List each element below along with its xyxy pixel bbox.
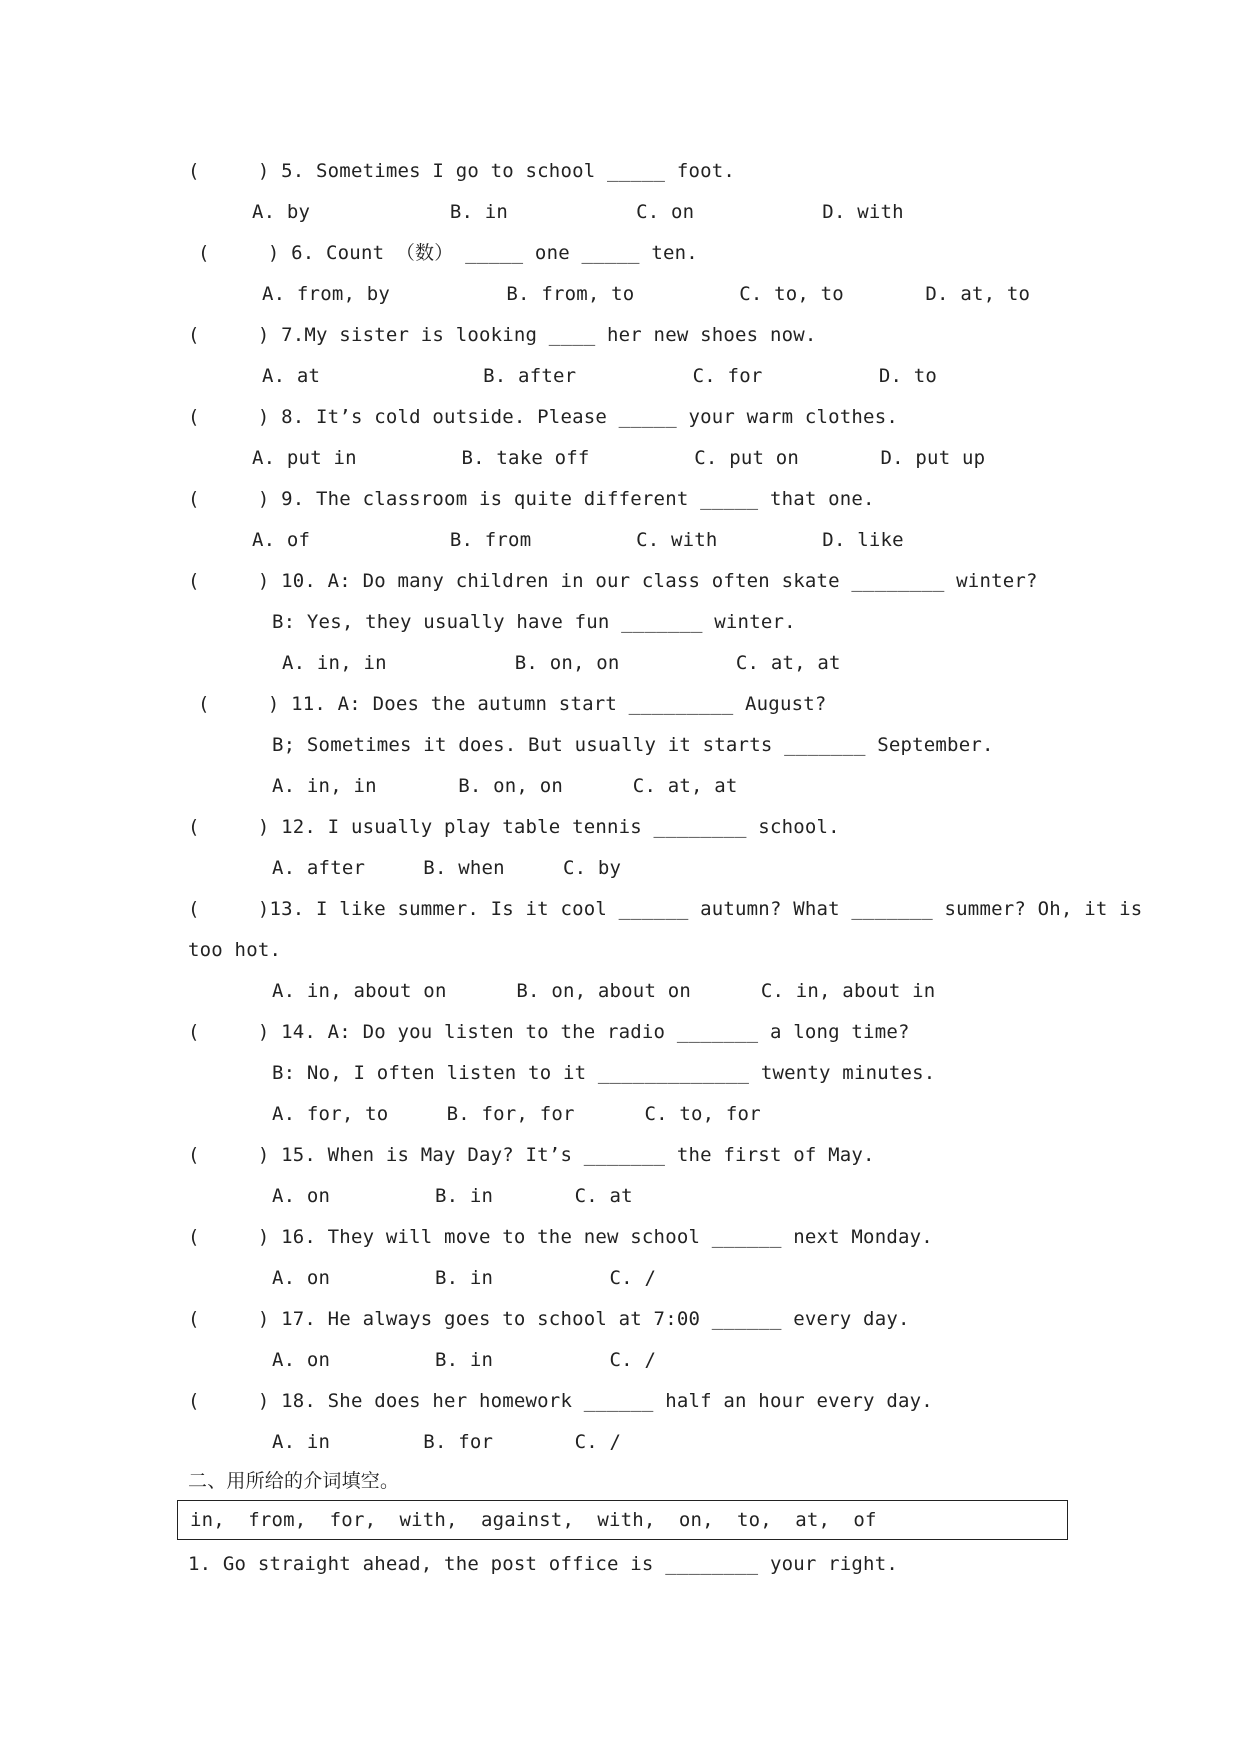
question-12-options: A. after B. when C. by xyxy=(272,857,622,879)
question-17-options: A. on B. in C. / xyxy=(272,1349,657,1371)
question-5-options: A. by B. in C. on D. with xyxy=(252,201,904,223)
question-9-options: A. of B. from C. with D. like xyxy=(252,529,904,551)
question-8-options: A. put in B. take off C. put on D. put up xyxy=(252,447,986,469)
question-14-reply: B: No, I often listen to it _____________ twenty minutes. xyxy=(272,1062,936,1084)
question-11-reply: B; Sometimes it does. But usually it starts _______ September. xyxy=(272,734,994,756)
question-14-options: A. for, to B. for, for C. to, for xyxy=(272,1103,761,1125)
question-13-stem: ( )13. I like summer. Is it cool ______ autumn? What _______ summer? Oh, it is xyxy=(188,898,1143,920)
question-11-stem: ( ) 11. A: Does the autumn start _________ August? xyxy=(198,693,827,715)
question-12-stem: ( ) 12. I usually play table tennis ________ school. xyxy=(188,816,840,838)
question-13-continuation: too hot. xyxy=(188,939,282,961)
question-6-stem: ( ) 6. Count （数） _____ one _____ ten. xyxy=(198,242,698,264)
section-2-heading: 二、用所给的介词填空。 xyxy=(188,1470,400,1492)
word-bank-text: in, from, for, with, against, with, on, to, at, of xyxy=(190,1509,877,1531)
question-17-stem: ( ) 17. He always goes to school at 7:00 ______ every day. xyxy=(188,1308,910,1330)
question-6-options: A. from, by B. from, to C. to, to D. at, to xyxy=(262,283,1031,305)
question-13-options: A. in, about on B. on, about on C. in, about in xyxy=(272,980,936,1002)
question-9-stem: ( ) 9. The classroom is quite different _____ that one. xyxy=(188,488,875,510)
question-7-options: A. at B. after C. for D. to xyxy=(262,365,938,387)
word-bank-box xyxy=(177,1500,1068,1540)
question-15-options: A. on B. in C. at xyxy=(272,1185,633,1207)
question-15-stem: ( ) 15. When is May Day? It’s _______ the first of May. xyxy=(188,1144,875,1166)
question-14-stem: ( ) 14. A: Do you listen to the radio _______ a long time? xyxy=(188,1021,910,1043)
question-8-stem: ( ) 8. It’s cold outside. Please _____ your warm clothes. xyxy=(188,406,898,428)
fill-blank-question-1: 1. Go straight ahead, the post office is ________ your right. xyxy=(188,1553,898,1575)
question-10-stem: ( ) 10. A: Do many children in our class often skate ________ winter? xyxy=(188,570,1038,592)
question-18-stem: ( ) 18. She does her homework ______ half an hour every day. xyxy=(188,1390,933,1412)
question-10-options: A. in, in B. on, on C. at, at xyxy=(282,652,841,674)
question-18-options: A. in B. for C. / xyxy=(272,1431,622,1453)
question-10-reply: B: Yes, they usually have fun _______ winter. xyxy=(272,611,796,633)
question-7-stem: ( ) 7.My sister is looking ____ her new shoes now. xyxy=(188,324,817,346)
question-16-stem: ( ) 16. They will move to the new school ______ next Monday. xyxy=(188,1226,933,1248)
question-16-options: A. on B. in C. / xyxy=(272,1267,657,1289)
question-11-options: A. in, in B. on, on C. at, at xyxy=(272,775,738,797)
question-5-stem: ( ) 5. Sometimes I go to school _____ foot. xyxy=(188,160,736,182)
